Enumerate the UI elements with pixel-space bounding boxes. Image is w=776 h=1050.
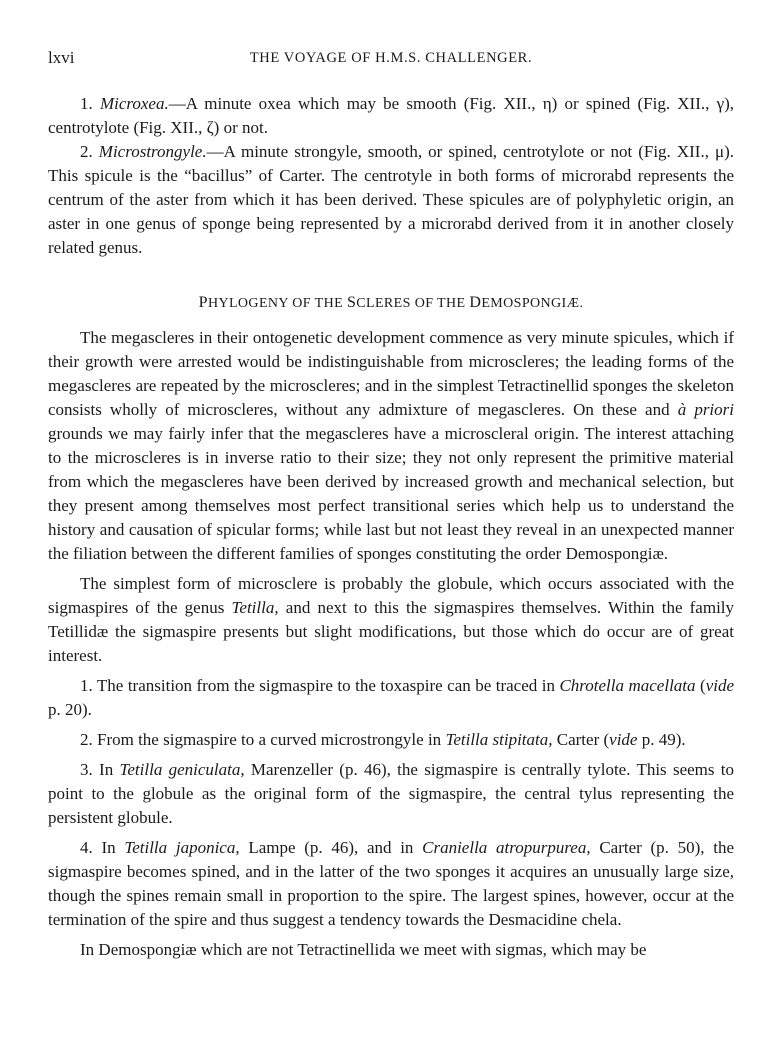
paragraph-globule: The simplest form of microsclere is probably the globule, which occurs associated with the sigmaspires of the genus Tetilla, and next to this the sigmaspires themselves. Within the family Tetillidæ the sigmaspire presents but slight modifications, but those which do occur are of great interest. [48,574,735,665]
page-number: lxvi [48,48,75,67]
term-microstrongyle: Microstrongyle. [98,142,207,161]
numbered-item-3: 3. In Tetilla geniculata, Marenzeller (p. 46), the sigmaspire is centrally tylote. This seems to point to the globule as the original form of the sigmaspire, the central tylus representing the persistent globule. [48,760,735,827]
numbered-item-4: 4. In Tetilla japonica, Lampe (p. 46), and in Craniella atropurpurea, Carter (p. 50), the sigmaspire becomes spined, and in the latter of the two sponges it acquires an unusually large size, though the spines remain small in proportion to the spire. The largest spines, however, occur at the termination of the spire and thus suggest a tendency towards the Desmacidine chela. [48,838,734,929]
numbered-item-1: 1. The transition from the sigmaspire to the toxaspire can be traced in Chrotella macellata (vide p. 20). [48,676,735,719]
book-page [48,44,734,962]
item-microxea: 1. Microxea.—A minute oxea which may be smooth (Fig. XII., η) or spined (Fig. XII., γ), centrotylote (Fig. XII., ζ) or not. [48,94,734,137]
final-line: In Demospongiæ which are not Tetractinellida we meet with sigmas, which may be [80,940,647,959]
term-microxea: Microxea. [99,94,169,113]
section-title: PHYLOGENY OF THE SCLERES OF THE DEMOSPONGIÆ. [198,294,584,311]
numbered-item-2: 2. From the sigmaspire to a curved microstrongyle in Tetilla stipitata, Carter (vide p. 49). [80,730,686,749]
running-title: THE VOYAGE OF H.M.S. CHALLENGER. [249,50,533,66]
page-header [48,44,734,70]
paragraph-megascleres: The megascleres in their ontogenetic development commence as very minute spicules, which if their growth were arrested would be indistinguishable from microscleres; the leading forms of the megascleres are repeated by the microscleres; and in the simplest Tetractinellid sponges the skeleton consists wholly of microscleres, without any admixture of megascleres. On these and à priori grounds we may fairly infer that the megascleres have a microscleral origin. The interest attaching to the microscleres is in inverse ratio to their size; they not only represent the primitive material from which the megascleres have been derived by increased growth and mechanical selection, but they present among themselves most perfect transitional series which help us to understand the history and causation of spicular forms; while last but not least they reveal in an unexpected manner the filiation between the different families of sponges constituting the order Demospongiæ. [48,328,734,563]
item-microstrongyle: 2. Microstrongyle.—A minute strongyle, smooth, or spined, centrotylote or not (Fig. XII., μ). This spicule is the “bacillus” of Carter. The centrotyle in both forms of microrabd represents the centrum of the aster from which it has been derived. These spicules are of polyphyletic origin, an aster in one genus of sponge being represented by a microrabd derived from it in another closely related genus. [48,142,735,257]
